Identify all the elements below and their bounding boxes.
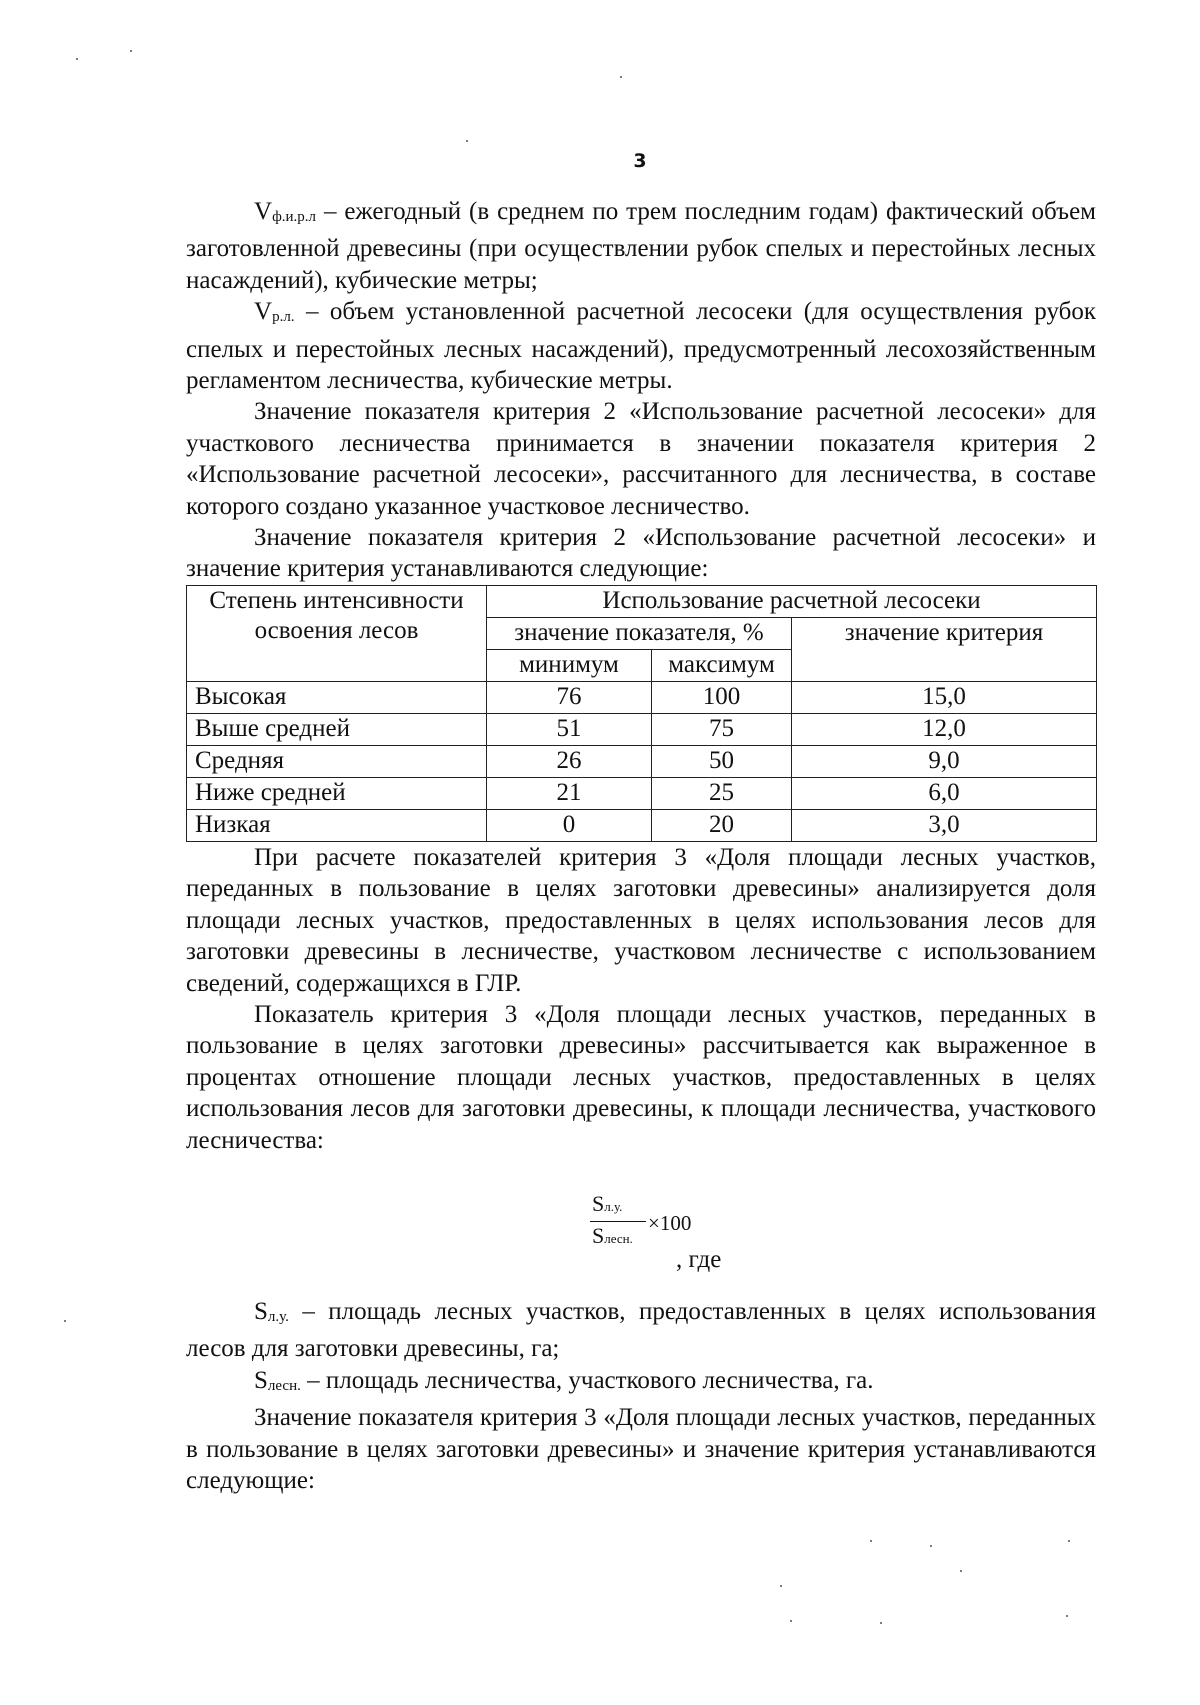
row-value: 9,0 xyxy=(792,745,1097,777)
scan-speck xyxy=(620,76,622,78)
paragraph-criterion-2-district: Значение показателя критерия 2 «Использование расчетной лесосеки» для участкового лесничества принимается в значении показателя критерия 2 «Использование расчетной лесосеки», рассчитанного для лесничества, в составе которого создано указанное участковое лесничество. xyxy=(186,398,1096,520)
symbol-s-lesn: Sлесн. xyxy=(254,1366,301,1394)
formula xyxy=(186,1170,1096,1296)
scan-speck xyxy=(1068,1540,1070,1542)
row-min: 21 xyxy=(487,777,652,809)
scan-speck xyxy=(870,1540,872,1542)
row-max: 75 xyxy=(652,713,792,745)
scan-speck xyxy=(780,1585,782,1587)
row-value: 12,0 xyxy=(792,713,1097,745)
row-value: 6,0 xyxy=(792,777,1097,809)
formula-multiplier: ×100 xyxy=(648,1210,692,1235)
row-level: Выше средней xyxy=(187,713,487,745)
scan-speck xyxy=(930,1545,932,1547)
criterion-2-table xyxy=(186,585,1097,842)
row-min: 26 xyxy=(487,745,652,777)
row-level: Высокая xyxy=(187,681,487,713)
row-min: 76 xyxy=(487,681,652,713)
document-body xyxy=(186,196,1096,1496)
paragraph-criterion-2-values: Значение показателя критерия 2 «Использование расчетной лесосеки» и значение критерия устанавливаются следующие: xyxy=(186,524,1096,583)
scan-speck xyxy=(130,50,132,52)
paragraph-criterion-3-analysis: При расчете показателей критерия 3 «Доля площади лесных участков, переданных в пользование в целях заготовки древесины» анализируется доля площади лесных участков, предоставленных в целях использования лесов для заготовки древесины в лесничестве, участковом лесничестве с использованием сведений, содержащихся в ГЛР. xyxy=(186,843,1096,997)
table-row xyxy=(187,745,1097,777)
paragraph-v-rl: Vр.л. – объем установленной расчетной лесосеки (для осуществления рубок спелых и перестойных лесных насаждений), предусмотренный лесохозяйственным регламентом лесничества, кубические метры. xyxy=(186,298,1096,395)
row-value: 15,0 xyxy=(792,681,1097,713)
paragraph-criterion-3-definition: Показатель критерия 3 «Доля площади лесных участков, переданных в пользование в целях заготовки древесины» рассчитывается как выраженное в процентах отношение площади лесных участков, предоставленных в целях использования лесов для заготовки древесины, к площади лесничества, участкового лесничества: xyxy=(186,1000,1096,1154)
row-level: Средняя xyxy=(187,745,487,777)
header-intensity: Степень интенсивности освоения лесов xyxy=(187,585,487,681)
formula-denominator: Sлесн. xyxy=(592,1222,633,1248)
page-number: 3 xyxy=(633,150,647,172)
symbol-s-lu: Sл.у. xyxy=(254,1297,289,1325)
paragraph-v-fact: Vф.и.р.л – ежегодный (в среднем по трем последним годам) фактический объем заготовленной древесины (при осуществлении рубок спелых и перестойных лесных насаждений), кубические метры; xyxy=(186,198,1096,294)
paragraph-s-lesn: Sлесн. – площадь лесничества, участкового лесничества, га. xyxy=(254,1366,874,1394)
header-max: максимум xyxy=(652,649,792,681)
scan-speck xyxy=(466,140,468,142)
formula-numerator: Sл.у. xyxy=(590,1190,646,1222)
formula-fraction xyxy=(590,1190,646,1253)
scan-speck xyxy=(790,1620,792,1622)
table-row xyxy=(187,681,1097,713)
row-level: Низкая xyxy=(187,809,487,841)
row-max: 100 xyxy=(652,681,792,713)
header-criterion: значение критерия xyxy=(792,617,1097,681)
header-indicator: значение показателя, % xyxy=(487,617,792,649)
row-level: Ниже средней xyxy=(187,777,487,809)
scan-speck xyxy=(76,58,78,60)
formula-suffix: , где xyxy=(676,1245,722,1273)
scan-speck xyxy=(1066,1615,1068,1617)
table-row xyxy=(187,777,1097,809)
paragraph-criterion-3-values: Значение показателя критерия 3 «Доля площади лесных участков, переданных в пользование в целях заготовки древесины» и значение критерия устанавливаются следующие: xyxy=(186,1404,1096,1494)
symbol-v-fact: Vф.и.р.л xyxy=(254,198,317,225)
row-max: 20 xyxy=(652,809,792,841)
row-min: 0 xyxy=(487,809,652,841)
header-min: минимум xyxy=(487,649,652,681)
scan-speck xyxy=(960,1570,962,1572)
symbol-v-rl: Vр.л. xyxy=(254,298,295,326)
table-row xyxy=(187,713,1097,745)
paragraph-s-lu: Sл.у. – площадь лесных участков, предоставленных в целях использования лесов для заготовки древесины, га; xyxy=(186,1297,1096,1363)
header-usage: Использование расчетной лесосеки xyxy=(487,585,1097,617)
row-min: 51 xyxy=(487,713,652,745)
scan-speck xyxy=(64,1320,66,1322)
row-max: 25 xyxy=(652,777,792,809)
table-row xyxy=(187,809,1097,841)
row-value: 3,0 xyxy=(792,809,1097,841)
row-max: 50 xyxy=(652,745,792,777)
scan-speck xyxy=(880,1622,882,1624)
